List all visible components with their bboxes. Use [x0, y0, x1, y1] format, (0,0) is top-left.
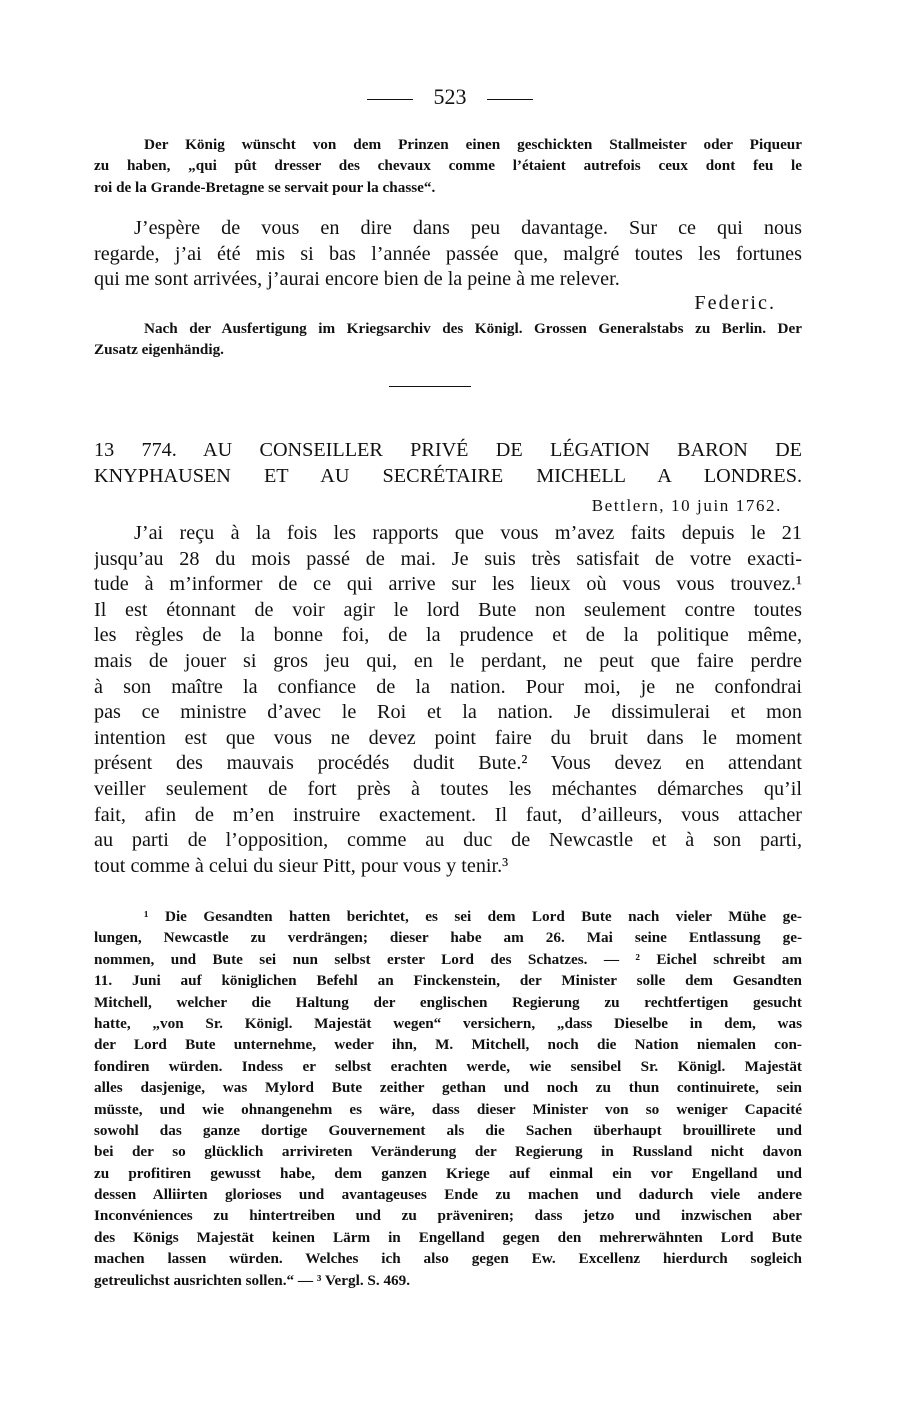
body-line: mais de jouer si gros jeu qui, en le perdant, ne peut que faire perdre	[94, 649, 802, 672]
footnote-line: dessen Alliirten glorioses und avantageuses Ende zu machen und dadurch viele andere	[94, 1186, 802, 1204]
body-line: les règles de la bonne foi, de la prudence et de la politique même,	[94, 624, 802, 647]
letter-body	[94, 521, 802, 879]
footnote-line: des Königs Majestät keinen Lärm in Engelland gegen den mehrerwähnten Lord Bute	[94, 1228, 802, 1246]
footnote-line: hatte, „von Sr. Königl. Majestät wegen“ versichern, „dass Dieselbe in dem, was	[94, 1014, 802, 1032]
body-line: J’ai reçu à la fois les rapports que vous m’avez faits depuis le 21	[134, 522, 802, 544]
body-line: jusqu’au 28 du mois passé de mai. Je suis très satisfait de votre exacti-	[94, 547, 802, 570]
letter-line: qui me sont arrivées, j’aurai encore bien de la peine à me relever.	[94, 268, 620, 291]
dateline: Bettlern, 10 juin 1762.	[591, 496, 782, 515]
letter-line: regarde, j’ai été mis si bas l’année passée que, malgré toutes les fortunes	[94, 242, 802, 265]
body-line: fait, afin de m’en instruire exactement. Il faut, d’ailleurs, vous attacher	[94, 803, 802, 826]
body-line: tude à m’informer de ce qui arrive sur les lieux où vous vous trouvez.¹	[94, 573, 802, 596]
footnote-line: zu profitiren gewusst habe, dem ganzen Kriege auf einmal ein vor Engelland und	[94, 1164, 802, 1182]
page-number: 523	[433, 84, 467, 109]
top-note	[94, 134, 802, 198]
footnote-line: getreulichst ausrichten sollen.“ — ³ Vergl. S. 469.	[94, 1271, 411, 1289]
header-dash-left	[367, 99, 413, 100]
footnote-line: Mitchell, welcher die Haltung der englischen Regierung zu rechtfertigen gesucht	[94, 993, 802, 1011]
footnote-line: lungen, Newcastle zu verdrängen; dieser habe am 26. Mai seine Entlassung ge-	[94, 929, 802, 947]
body-line: veiller seulement de fort près à toutes les méchantes démarches qu’il	[94, 777, 802, 800]
body-line: pas ce ministre d’avec le Roi et la nation. Je dissimulerai et mon	[94, 701, 802, 724]
page-header	[0, 84, 900, 114]
footnote-line: müsste, und wie ohnangenehm es wäre, dass dieser Minister von so weniger Capacité	[94, 1100, 802, 1118]
letter-line: J’espère de vous en dire dans peu davantage. Sur ce qui nous	[134, 217, 802, 239]
footnote-line: sowohl das ganze dortige Gouvernement als die Sachen überhaupt brouillirete und	[94, 1121, 802, 1139]
body-line: au parti de l’opposition, comme au duc de Newcastle et à son parti,	[94, 829, 802, 852]
footnote-line: nommen, und Bute sei nun selbst erster Lord des Schatzes. — ² Eichel schreibt am	[94, 950, 802, 968]
heading-line: KNYPHAUSEN ET AU SECRÉTAIRE MICHELL A LONDRES.	[94, 465, 802, 487]
top-note-line: zu haben, „qui pût dresser des chevaux comme l’étaient autrefois ceux dont feu le	[94, 157, 802, 175]
heading-line: 13 774. AU CONSEILLER PRIVÉ DE LÉGATION BARON DE	[94, 439, 802, 461]
footnote-line: fondiren würden. Indess er selbst erachten werde, wie sensibel Sr. Königl. Majestät	[94, 1057, 802, 1075]
footnote-line: ¹ Die Gesandten hatten berichtet, es sei dem Lord Bute nach vieler Mühe ge-	[144, 908, 802, 925]
footnote-line: der Lord Bute unternehme, weder ihn, M. Mitchell, noch die Nation niemalen con-	[94, 1036, 802, 1054]
footnotes	[94, 906, 802, 1291]
footnote-line: alles dasjenige, was Mylord Bute zeither gethan und noch zu thun continuirete, sein	[94, 1079, 802, 1097]
letter-ending	[94, 216, 802, 293]
source-note	[94, 318, 802, 361]
top-note-line: Der König wünscht von dem Prinzen einen geschickten Stallmeister oder Piqueur	[144, 136, 802, 153]
footnote-line: machen lassen würden. Welches ich also gegen Ew. Excellenz hierdurch sogleich	[94, 1250, 802, 1268]
top-note-line: roi de la Grande-Bretagne se servait pour la chasse“.	[94, 178, 436, 196]
signature: Federic.	[694, 292, 776, 314]
body-line: intention est que vous ne devez point faire du bruit dans le moment	[94, 726, 802, 749]
source-note-line: Nach der Ausfertigung im Kriegsarchiv des Königl. Grossen Generalstabs zu Berlin. Der	[144, 320, 802, 337]
footnote-line: bei der so glücklich arrivireten Veränderung der Regierung in Russland nicht davon	[94, 1143, 802, 1161]
section-divider	[389, 386, 471, 387]
body-line: présent des mauvais procédés dudit Bute.² Vous devez en attendant	[94, 752, 802, 775]
body-line: à son maître la confiance de la nation. Pour moi, je ne confondrai	[94, 675, 802, 698]
footnote-line: Inconvéniences zu hintertreiben und zu präveniren; dass jetzo und inzwischen aber	[94, 1207, 802, 1225]
body-line: tout comme à celui du sieur Pitt, pour vous y tenir.³	[94, 854, 509, 877]
footnote-line: 11. Juni auf königlichen Befehl an Finckenstein, der Minister solle dem Gesandten	[94, 972, 802, 990]
source-note-line: Zusatz eigenhändig.	[94, 341, 224, 359]
document-heading	[94, 437, 802, 489]
header-dash-right	[487, 99, 533, 100]
body-line: Il est étonnant de voir agir le lord Bute non seulement contre toutes	[94, 598, 802, 621]
